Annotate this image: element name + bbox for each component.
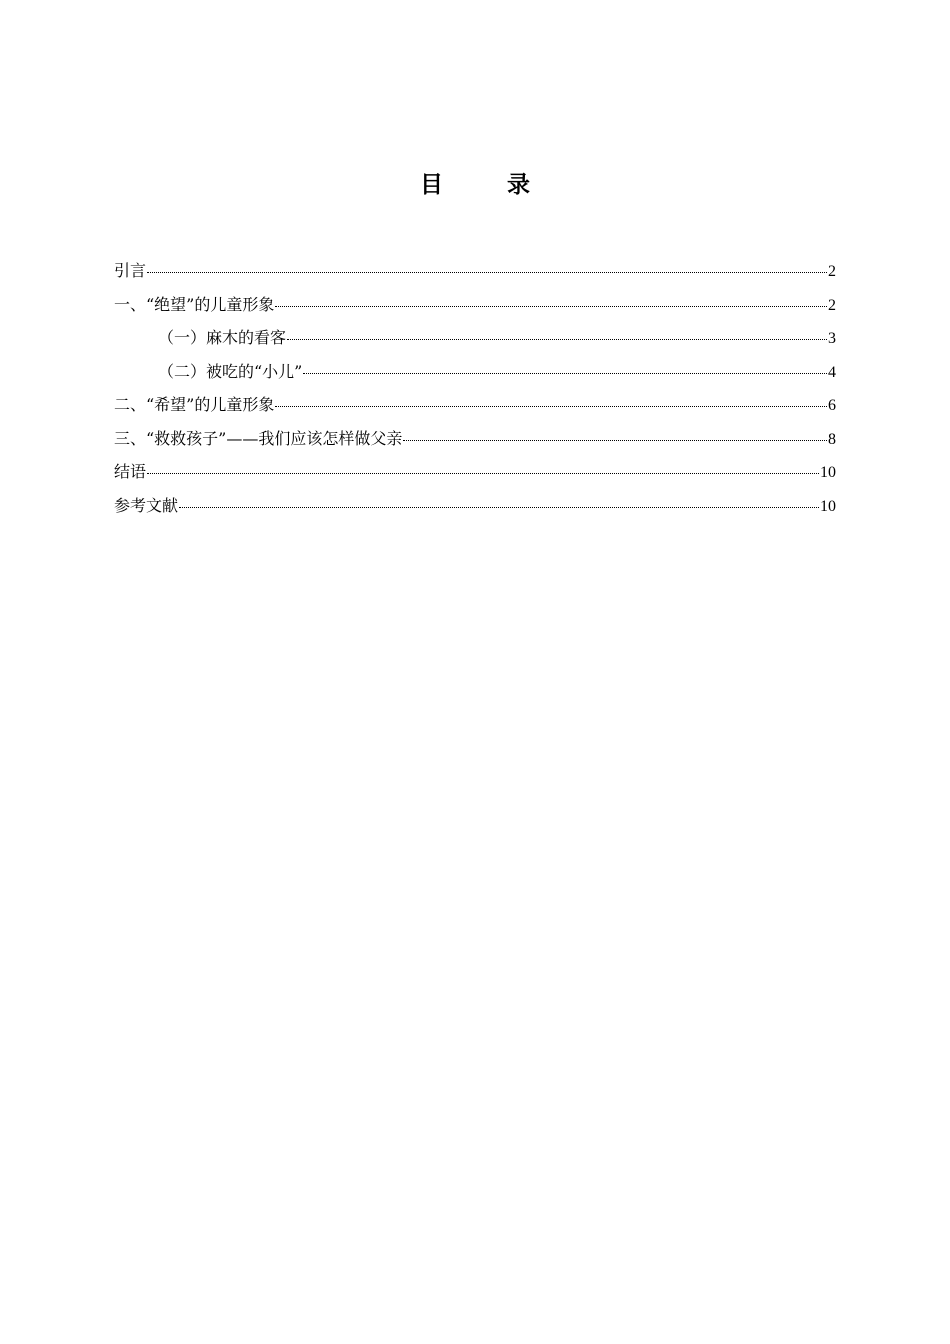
- toc-entry-page-number: 10: [820, 464, 836, 481]
- toc-entry-section-1-2[interactable]: [114, 355, 836, 389]
- toc-entry-page-number: 10: [820, 497, 836, 515]
- dot-leader: [275, 306, 827, 307]
- toc-entry-label: （一）麻木的看客: [158, 328, 287, 347]
- toc-entry-page-number: 8: [828, 430, 836, 448]
- page-title: 目 录: [419, 172, 558, 198]
- toc-entry-page-number: 3: [828, 330, 836, 347]
- toc-entry-label: （二）被吃的“小儿”: [158, 361, 303, 381]
- toc-entry-label: 二、“希望”的儿童形象: [114, 395, 275, 414]
- dot-leader: [403, 440, 827, 441]
- dot-leader: [179, 507, 819, 508]
- table-of-contents: [114, 254, 836, 522]
- dot-leader: [147, 473, 819, 474]
- toc-entry-page-number: 2: [828, 263, 836, 280]
- toc-entry-page-number: 6: [828, 397, 836, 414]
- toc-entry-page-number: 2: [828, 296, 836, 314]
- toc-entry-conclusion[interactable]: [114, 455, 836, 489]
- toc-entry-section-1-1[interactable]: [114, 321, 836, 355]
- toc-entry-references[interactable]: [114, 489, 836, 523]
- toc-entry-introduction[interactable]: [114, 254, 836, 288]
- toc-entry-section-1[interactable]: [114, 288, 836, 322]
- toc-entry-label: 结语: [114, 462, 147, 481]
- toc-entry-label: 引言: [114, 261, 147, 280]
- dot-leader: [147, 272, 827, 273]
- toc-entry-label: 三、“救救孩子”——我们应该怎样做父亲: [114, 428, 403, 448]
- dot-leader: [275, 406, 827, 407]
- dot-leader: [287, 339, 827, 340]
- toc-entry-section-2[interactable]: [114, 388, 836, 422]
- toc-entry-section-3[interactable]: [114, 422, 836, 456]
- dot-leader: [303, 373, 827, 374]
- toc-entry-page-number: 4: [828, 363, 836, 381]
- toc-entry-label: 一、“绝望”的儿童形象: [114, 294, 275, 314]
- toc-entry-label: 参考文献: [114, 495, 179, 515]
